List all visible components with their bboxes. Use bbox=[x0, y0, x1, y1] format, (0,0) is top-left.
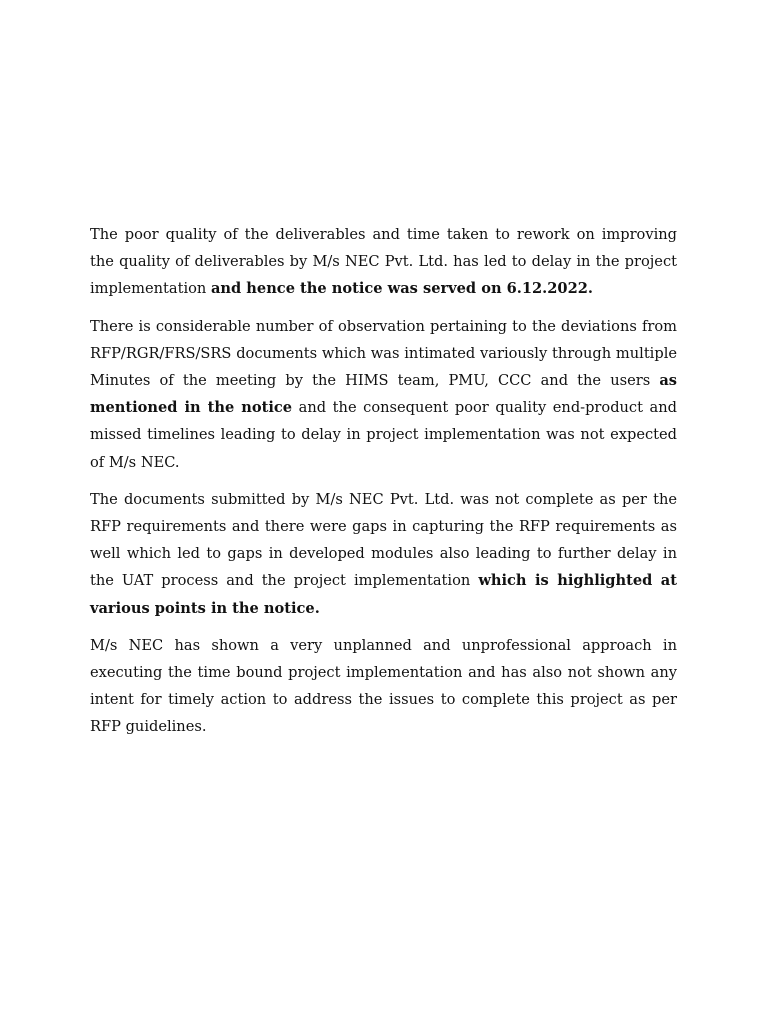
paragraph-2-bold-1: as mentioned in the notice bbox=[90, 372, 677, 417]
paragraph-2-text-1: There is considerable number of observation pertaining to the deviations from RFP/RGR/FRS/SRS documents which was intimated variously through multiple Minutes of the meeting by the HIMS team, PMU, CCC and the users bbox=[90, 317, 677, 390]
paragraph-3-bold-1: which is highlighted at various points in the notice. bbox=[90, 572, 678, 617]
paragraph-1-bold-1: and hence the notice was served on 6.12.2022. bbox=[210, 280, 593, 298]
paragraph-1-text-1: The poor quality of the deliverables and time taken to rework on improving the quality of deliverables by M/s NEC Pvt. Ltd. has led to delay in the project implementation bbox=[90, 226, 677, 298]
paragraph-3-text-1: The documents submitted by M/s NEC Pvt. Ltd. was not complete as per the RFP requirements and there were gaps in capturing the RFP requirements as well which led to gaps in developed modules also leading to further delay in the UAT process and the project implementation bbox=[90, 490, 677, 590]
paragraph-2-text-2: and the consequent poor quality end-product and missed timelines leading to delay in project implementation was not expected of M/s NEC. bbox=[90, 399, 677, 471]
paragraph-1 bbox=[90, 221, 677, 303]
paragraph-4 bbox=[90, 632, 677, 741]
paragraph-3 bbox=[90, 486, 677, 622]
paragraph-4-text-1: M/s NEC has shown a very unplanned and unprofessional approach in executing the time bound project implementation and has also not shown any intent for timely action to address the issues to complete this project as per RFP guidelines. bbox=[90, 636, 677, 736]
paragraph-2 bbox=[90, 313, 677, 476]
document-body bbox=[90, 221, 677, 751]
